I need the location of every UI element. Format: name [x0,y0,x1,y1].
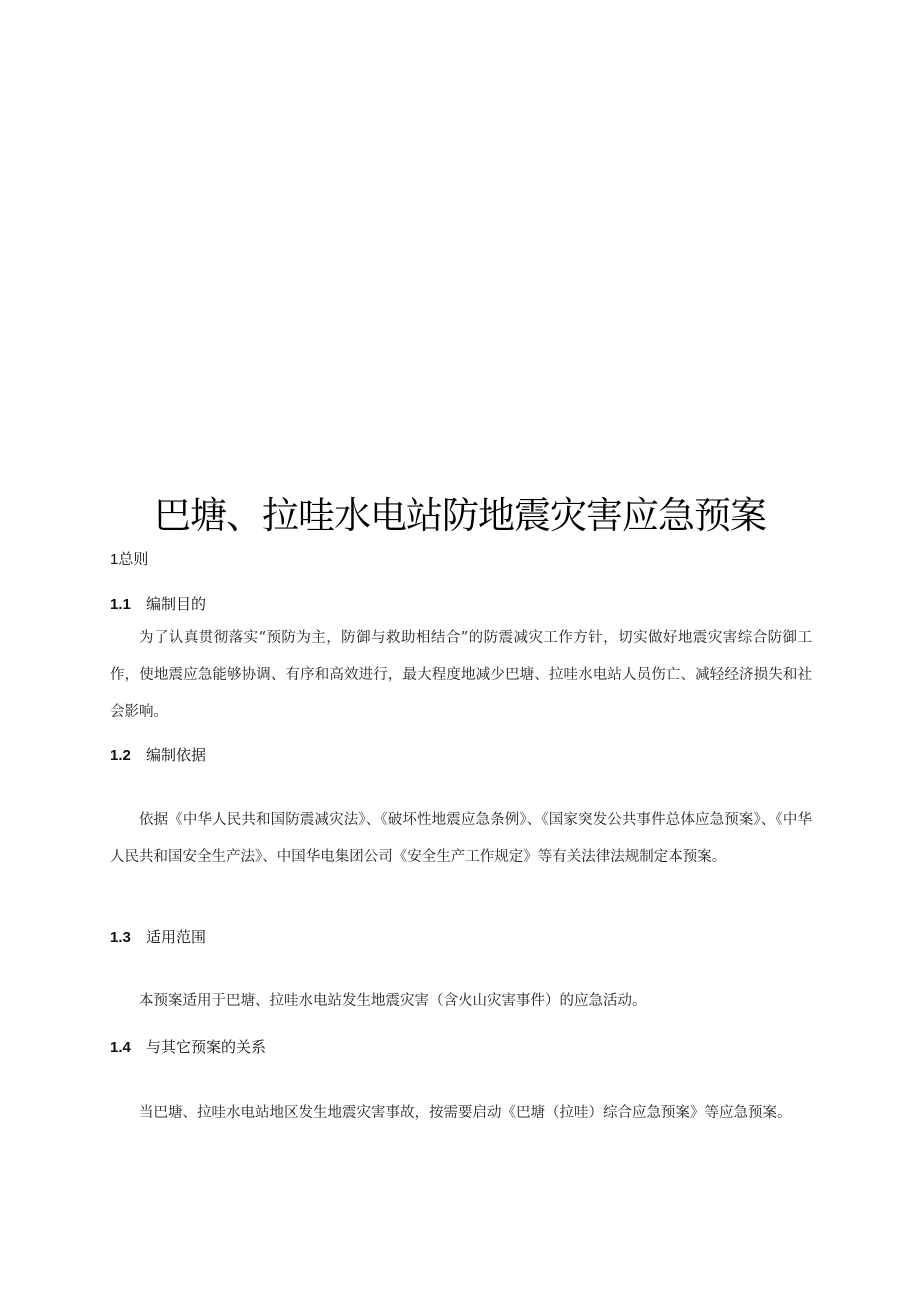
subsection-title: 适用范围 [146,929,207,946]
paragraph-scope: 本预案适用于巴塘、拉哇水电站发生地震灾害（含火山灾害事件）的应急活动。 [139,993,647,1009]
section-heading-general: 1总则 [110,551,149,568]
subsection-title: 与其它预案的关系 [146,1039,267,1056]
paragraph-relation: 当巴塘、拉哇水电站地区发生地震灾害事故，按需要启动《巴塘（拉哇）综合应急预案》等应急预案。 [139,1105,792,1121]
subsection-number: 1.1 [110,596,131,613]
subsection-heading-basis [110,745,206,767]
subsection-number: 1.4 [110,1039,131,1056]
subsection-number: 1.2 [110,747,131,764]
subsection-heading-scope [110,927,206,949]
paragraph-basis: 依据《中华人民共和国防震减灾法》、《破坏性地震应急条例》、《国家突发公共事件总体应急预案》、《中华人民共和国安全生产法》、中国华电集团公司《安全生产工作规定》等有关法律法规制定本预案。 [110,812,812,865]
subsection-title: 编制目的 [146,596,207,613]
subsection-heading-purpose [110,594,206,616]
subsection-heading-relation [110,1037,266,1059]
document-title: 巴塘、拉哇水电站防地震灾害应急预案 [154,494,766,537]
subsection-number: 1.3 [110,929,131,946]
paragraph-purpose: 为了认真贯彻落实“预防为主，防御与救助相结合”的防震减灾工作方针，切实做好地震灾害综合防御工作，使地震应急能够协调、有序和高效进行，最大程度地减少巴塘、拉哇水电站人员伤亡、减轻经济损失和社会影响。 [110,630,812,720]
subsection-title: 编制依据 [146,747,207,764]
